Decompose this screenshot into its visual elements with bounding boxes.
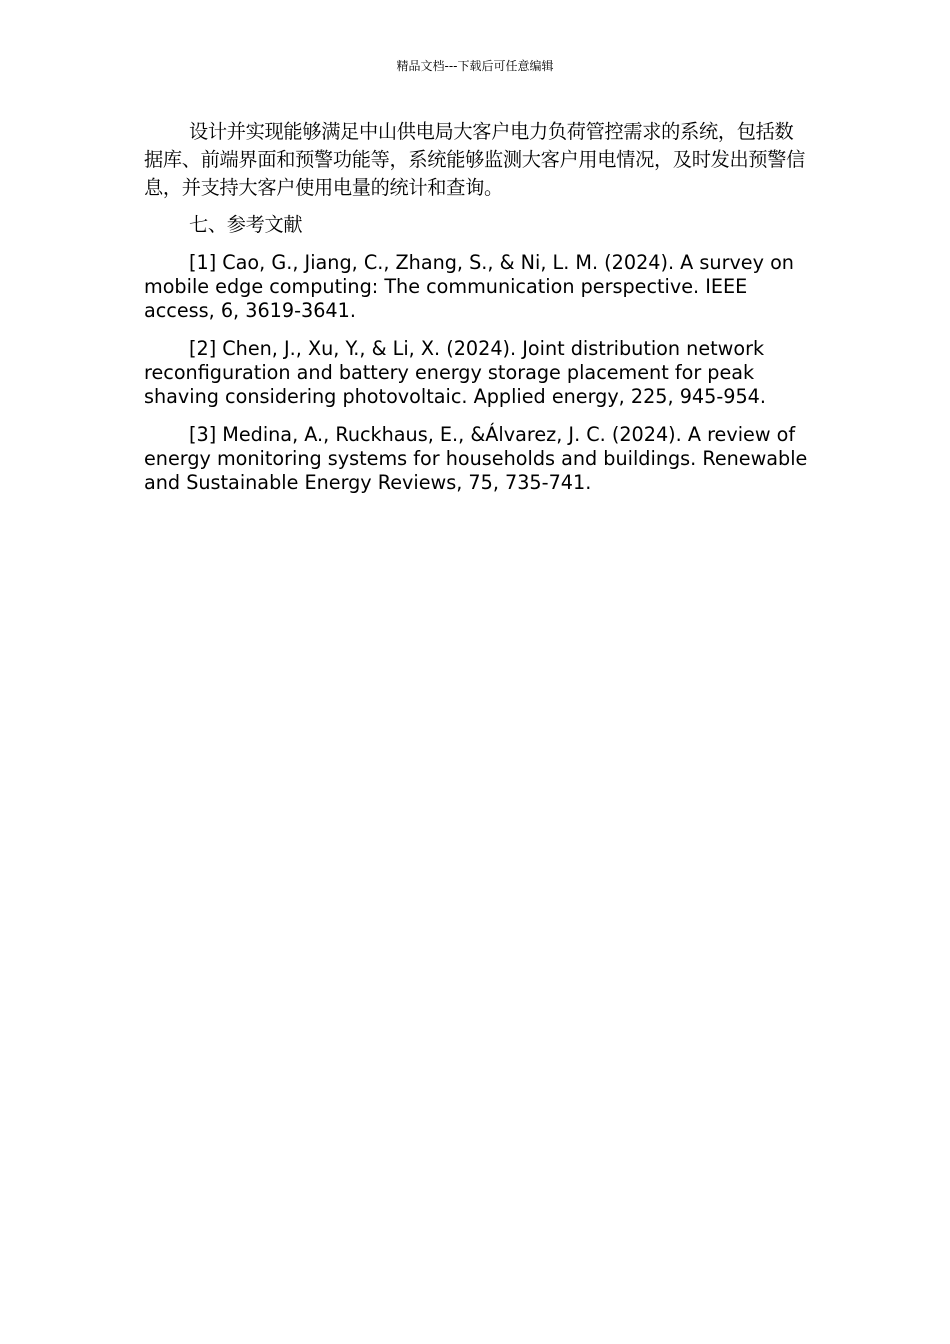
reference-item-1: [1] Cao, G., Jiang, C., Zhang, S., & Ni, L. M. (2024). A survey on mobile edge computing: The communication perspective. IEEE access, 6, 3619-3641.	[144, 251, 794, 322]
intro-paragraph: 设计并实现能够满足中山供电局大客户电力负荷管控需求的系统，包括数据库、前端界面和预警功能等，系统能够监测大客户用电情况，及时发出预警信息，并支持大客户使用电量的统计和查询。	[144, 120, 806, 199]
page-header: 精品文档---下载后可任意编辑	[396, 59, 554, 73]
reference-item-3: [3] Medina, A., Ruckhaus, E., &Álvarez, J. C. (2024). A review of energy monitoring systems for households and buildings. Renewable and Sustainable Energy Reviews, 75, 735-741.	[144, 423, 808, 494]
section-heading-references: 七、参考文献	[189, 213, 303, 236]
document-body	[144, 118, 810, 509]
reference-item-2: [2] Chen, J., Xu, Y., & Li, X. (2024). Joint distribution network reconfiguration and battery energy storage placement for peak shaving considering photovoltaic. Applied energy, 225, 945-954.	[144, 337, 766, 408]
